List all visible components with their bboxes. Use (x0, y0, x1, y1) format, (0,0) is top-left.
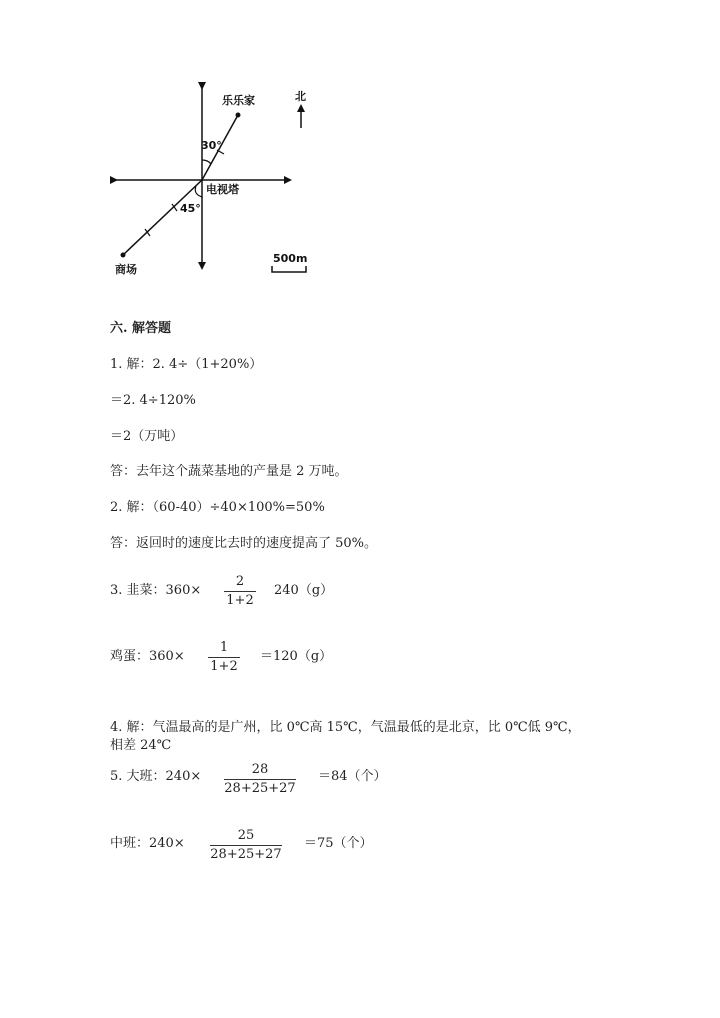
angle-arc-top (202, 160, 211, 164)
q1-answer: 答：去年这个蔬菜基地的产量是 2 万吨。 (110, 464, 348, 479)
q2-answer: 答：返回时的速度比去时的速度提高了 50%。 (110, 536, 378, 551)
direction-diagram (0, 0, 720, 300)
q4-line-2: 相差 24℃ (110, 738, 172, 753)
mall-point (121, 253, 126, 258)
fraction-bar (208, 657, 240, 658)
q1-line-3: ＝2（万吨） (110, 429, 184, 444)
q3-egg-suffix: ＝120（g） (260, 649, 333, 664)
fraction-denominator: 1+2 (226, 593, 254, 608)
q5-middle-fraction (210, 828, 282, 863)
q5-large-prefix: 5. 大班：240× (110, 769, 202, 784)
q5-middle-suffix: ＝75（个） (304, 836, 373, 851)
q3-egg-prefix: 鸡蛋：360× (110, 649, 185, 664)
q2-line-1: 2. 解：（60-40）÷40×100%=50% (110, 500, 325, 515)
fraction-denominator: 28+25+27 (224, 781, 296, 796)
home-label: 乐乐家 (222, 94, 255, 107)
fraction-numerator: 28 (251, 762, 269, 777)
angle-top-label: 30° (201, 139, 222, 152)
q1-line-2: ＝2. 4÷120% (110, 393, 196, 408)
angle-arc-bottom (195, 186, 202, 197)
q3-chives-prefix: 3. 韭菜：360× (110, 583, 202, 598)
north-label: 北 (295, 90, 306, 103)
q3-chives-fraction (224, 574, 256, 609)
fraction-denominator: 28+25+27 (210, 847, 282, 862)
fraction-numerator: 2 (235, 574, 245, 589)
scale-label: 500m (273, 252, 308, 265)
q5-middle-prefix: 中班：240× (110, 836, 185, 851)
scale-bar (272, 266, 306, 272)
q3-chives-suffix: 240（g） (274, 583, 334, 598)
angle-bottom-label: 45° (180, 202, 201, 215)
fraction-numerator: 25 (237, 828, 255, 843)
q1-line-1: 1. 解：2. 4÷（1+20%） (110, 357, 263, 372)
fraction-bar (224, 779, 296, 780)
q4-line-1: 4. 解：气温最高的是广州，比 0℃高 15℃，气温最低的是北京，比 0℃低 9℃， (110, 720, 581, 735)
fraction-bar (210, 845, 282, 846)
fraction-bar (224, 591, 256, 592)
fraction-numerator: 1 (219, 640, 229, 655)
q3-egg-fraction (208, 640, 240, 675)
fraction-denominator: 1+2 (210, 659, 238, 674)
tower-label: 电视塔 (206, 183, 239, 196)
line-to-mall (123, 180, 202, 255)
home-point (236, 113, 241, 118)
q5-large-suffix: ＝84（个） (318, 769, 387, 784)
q5-large-fraction (224, 762, 296, 797)
mall-label: 商场 (115, 263, 137, 276)
section-title: 六. 解答题 (110, 321, 172, 336)
